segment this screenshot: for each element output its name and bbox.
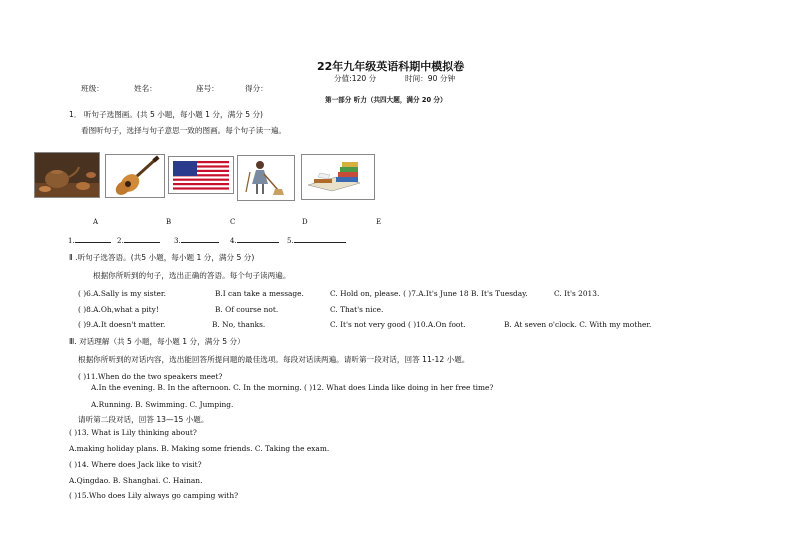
tea-set-icon [34,152,100,198]
name-field: 姓名： [134,84,157,93]
picture-label-c: C [230,218,236,226]
section1-instruction: 看图听句子，选择与句子意思一致的图画。每个句子读一遍。 [81,126,287,135]
class-field: 班级： [81,84,104,93]
q14-options: A.Qingdao. B. Shanghai. C. Hainan. [69,476,203,485]
us-flag-icon [168,156,234,194]
answer-blank-3[interactable]: 3. [174,235,219,245]
q8-option-c: C. That's nice. [330,305,384,314]
picture-label-d: D [302,218,308,226]
q7-option-c: C. It's 2013. [554,289,600,298]
answer-blank-1[interactable]: 1. [68,235,111,245]
stack-of-books-icon [301,154,375,200]
question-14: ( )14. Where does Jack like to visit? [69,460,202,469]
answer-blank-4[interactable]: 4. [230,235,279,245]
q13-options: A.making holiday plans. B. Making some friends. C. Taking the exam. [69,444,330,453]
section3-heading: Ⅲ. 对话理解（共 5 小题，每小题 1 分，满分 5 分） [69,337,245,346]
q6-option-c-q7: C. Hold on, please. ( )7.A.It's June 18 B. It's Tuesday. [330,289,528,298]
q10-options: B. At seven o'clock. C. With my mother. [504,320,652,329]
picture-label-b: B [166,218,172,226]
q11-options: A.In the evening. B. In the afternoon. C. In the morning. ( )12. What does Linda like doing in her free time? [91,383,494,392]
q9-option-b: B. No, thanks. [212,320,266,329]
q6-option-a: ( )6.A.Sally is my sister. [78,289,166,298]
girl-sweeping-icon [237,155,295,201]
q6-option-b: B.I can take a message. [215,289,304,298]
score-field: 得分： [245,84,268,93]
section3-instruction-2: 请听第二段对话，回答 13—15 小题。 [78,415,209,424]
section3-instruction: 根据你所听到的对话内容，选出能回答所提问题的最佳选项。每段对话读两遍。请听第一段对话，回答 11-12 小题。 [78,355,470,364]
picture-label-a: A [93,218,99,226]
seat-field: 座号： [196,84,219,93]
page-title: 22年九年级英语科期中模拟卷 [317,60,465,73]
section1-heading: 1． 听句子选图画。(共 5 小题，每小题 1 分，满分 5 分) [69,110,264,119]
guitar-icon [105,154,165,198]
picture-label-e: E [376,218,382,226]
answer-blank-5[interactable]: 5. [287,235,346,245]
time-info: 时间：90 分钟 [405,74,456,83]
question-13: ( )13. What is Lily thinking about? [69,428,197,437]
q12-options: A.Running. B. Swimming. C. Jumping. [91,400,234,409]
q8-option-a: ( )8.A.Oh,what a pity! [78,305,159,314]
question-11: ( )11.When do the two speakers meet? [78,372,223,381]
answer-blank-2[interactable]: 2. [117,235,160,245]
question-15: ( )15.Who does Lily always go camping with? [69,491,239,500]
part-one-heading: 第一部分 听力（共四大题，满分 20 分） [325,96,447,104]
section2-heading: Ⅱ .听句子选答语。(共5 小题，每小题 1 分，满分 5 分) [69,253,255,262]
q9-option-a: ( )9.A.It doesn't matter. [78,320,166,329]
q8-option-b: B. Of course not. [215,305,279,314]
score-info: 分值:120 分 [334,74,377,83]
q9-option-c-q10: C. It's not very good ( )10.A.On foot. [330,320,466,329]
section2-instruction: 根据你所听到的句子，选出正确的答语。每个句子读两遍。 [93,271,291,280]
